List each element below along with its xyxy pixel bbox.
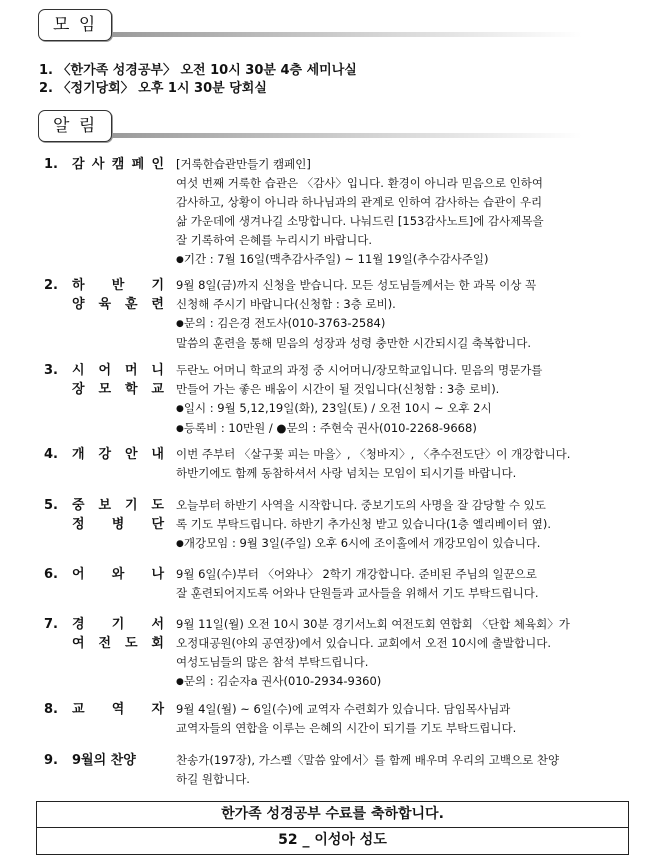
notice-number: 9. (44, 753, 58, 768)
notice-line-text: 잘 훈련되어지도록 어와나 단원들과 교사들을 위해서 기도 부탁드립니다. (176, 586, 539, 600)
notice-number: 6. (44, 567, 58, 582)
notice-line (176, 565, 620, 584)
notice-title-char: 훈 (124, 297, 138, 312)
notice-title (72, 496, 164, 534)
notice-title-char: 기 (124, 498, 138, 513)
notice-title-char: 안 (124, 447, 138, 462)
notice-title (72, 155, 164, 174)
notice-title-char: 어 (98, 363, 112, 378)
notice-line (176, 496, 620, 515)
notice-title-line (72, 515, 164, 534)
notice-title-line (72, 565, 164, 584)
notice-line (176, 334, 620, 353)
notice-title-char: 내 (151, 447, 164, 462)
notice-number: 5. (44, 498, 58, 513)
notice-number: 7. (44, 617, 58, 632)
notice-line-text: 여성도님들의 많은 참석 부탁드립니다. (176, 655, 369, 669)
notice-line (176, 399, 620, 419)
notice-line-text: 일시 : 9월 5,12,19일(화), 23일(토) / 오전 10시 ~ 오후 2시 (183, 401, 492, 415)
notice-title-line (72, 361, 164, 380)
notice-body (176, 155, 620, 270)
congrats-headline: 한가족 성경공부 수료를 축하합니다. (37, 802, 628, 828)
notice-line-text: 신청해 주시기 바랍니다(신청함 : 3층 로비). (176, 297, 396, 311)
notice-line (176, 276, 620, 295)
notice-title-char: 인 (151, 157, 164, 172)
notice-title-char: 캠 (111, 157, 125, 172)
notice-line (176, 419, 620, 439)
congrats-box (36, 801, 629, 855)
notice-title-char: 어 (72, 567, 85, 582)
notice-title-char: 보 (98, 498, 112, 513)
notice-title-char: 여 (72, 636, 85, 651)
notice-line-text: 록 기도 부탁드립니다. 하반기 추가신청 받고 있습니다(1층 엘리베이터 옆). (176, 517, 552, 531)
notice-body (176, 496, 620, 554)
notice-line (176, 231, 620, 250)
notice-title-char: 도 (151, 498, 164, 513)
section-tag-gathering: 모 임 (38, 9, 112, 41)
notice-line-text: [거룩한습관만들기 캠페인] (176, 157, 311, 171)
notice-line (176, 515, 620, 534)
notice-title-char: 하 (72, 278, 85, 293)
notice-title-char: 경 (72, 617, 85, 632)
notice-body (176, 700, 620, 738)
congrats-name: 52 _ 이성아 성도 (278, 832, 387, 848)
notice-title-char: 양 (72, 297, 85, 312)
notice-title-char: 도 (124, 636, 138, 651)
notice-line (176, 700, 620, 719)
notice-body (176, 615, 620, 692)
notice-line-text: 9월 11일(월) 오전 10시 30분 경기서노회 여전도회 연합회 〈단합 체육회〉가 (176, 617, 570, 631)
notice-line-text: 교역자들의 연합을 이루는 은혜의 시간이 되기를 기도 부탁드립니다. (176, 721, 517, 735)
notice-line-text: 문의 : 김은경 전도사(010-3763-2584) (183, 316, 386, 330)
bullet-icon: ● (176, 319, 184, 329)
notice-title-char: 반 (111, 278, 125, 293)
section-bar-notice (112, 133, 582, 138)
notice-line-text: 하길 원합니다. (176, 772, 250, 786)
notice-title (72, 700, 164, 719)
notice-line (176, 719, 620, 738)
notice-body (176, 361, 620, 439)
notice-title-line (72, 380, 164, 399)
notice-title (72, 445, 164, 464)
notice-title-char: 역 (111, 702, 125, 717)
section-tag-notice: 알 림 (38, 110, 112, 142)
notice-line (176, 155, 620, 174)
notice-body (176, 445, 620, 483)
notice-title-char: 육 (98, 297, 112, 312)
notice-title-char: 시 (72, 363, 85, 378)
notice-title-char: 나 (151, 567, 164, 582)
notice-title-char: 강 (98, 447, 112, 462)
notice-title-char: 페 (131, 157, 145, 172)
notice-title-char: 기 (151, 278, 164, 293)
notice-line (176, 295, 620, 314)
notice-title-char: 교 (72, 702, 85, 717)
notice-title-char: 자 (151, 702, 164, 717)
notice-title-char: 학 (124, 382, 138, 397)
notice-line (176, 250, 620, 270)
notice-title-char: 니 (151, 363, 164, 378)
notice-title-char: 정 (72, 517, 85, 532)
notice-line-text: 9월 4일(월) ~ 6일(수)에 교역자 수련회가 있습니다. 담임목사님과 (176, 702, 511, 716)
notice-line (176, 653, 620, 672)
bullet-icon: ● (176, 677, 184, 687)
notice-number: 8. (44, 702, 58, 717)
notice-line (176, 314, 620, 334)
gathering-item-2: 2. 〈정기당회〉 오후 1시 30분 당회실 (39, 81, 267, 96)
notice-title-line (72, 634, 164, 653)
notice-title-char: 병 (111, 517, 125, 532)
notice-line-text: 감사하고, 상황이 아니라 하나님과의 관계로 인하여 감사하는 습관이 우리 (176, 195, 543, 209)
notice-title-char: 와 (111, 567, 125, 582)
notice-title-line (72, 700, 164, 719)
notice-line (176, 672, 620, 692)
notice-line (176, 615, 620, 634)
notice-line (176, 464, 620, 483)
bullet-icon: ● (176, 539, 184, 549)
notice-body (176, 751, 620, 789)
notice-title (72, 361, 164, 399)
notice-title-char: 사 (91, 157, 105, 172)
notice-title-char: 서 (151, 617, 164, 632)
notice-title (72, 276, 164, 314)
notice-line (176, 193, 620, 212)
notice-line-text: 9월 6일(수)부터 〈어와나〉 2학기 개강합니다. 준비된 주님의 일꾼으로 (176, 567, 537, 581)
notice-line-text: 만들어 가는 좋은 배움이 시간이 될 것입니다(신청함 : 3층 로비). (176, 382, 500, 396)
section-bar-gathering (112, 32, 582, 37)
notice-line-text: 두란노 어머니 학교의 과정 중 시어머니/장모학교입니다. 믿음의 명문가를 (176, 363, 543, 377)
notice-line-text: 문의 : 김순자a 권사(010-2934-9360) (183, 674, 382, 688)
notice-line (176, 361, 620, 380)
notice-body (176, 565, 620, 603)
notice-line-text: 오정대공원(야외 공연장)에서 있습니다. 교회에서 오전 10시에 출발합니다. (176, 636, 552, 650)
notice-title-char: 머 (124, 363, 138, 378)
notice-line-text: 등록비 : 10만원 / ●문의 : 주현숙 권사(010-2268-9668) (183, 421, 477, 435)
notice-title-line (72, 496, 164, 515)
notice-title-char: 감 (72, 157, 85, 172)
notice-line (176, 634, 620, 653)
notice-title-char: 중 (72, 498, 85, 513)
notice-line-text: 오늘부터 하반기 사역을 시작합니다. 중보기도의 사명을 잘 감당할 수 있도 (176, 498, 546, 512)
notice-number: 1. (44, 157, 58, 172)
notice-line (176, 445, 620, 464)
notice-line (176, 212, 620, 231)
notice-title-line (72, 276, 164, 295)
notice-number: 2. (44, 278, 58, 293)
notice-title-char: 련 (151, 297, 164, 312)
notice-title-line (72, 155, 164, 174)
notice-line-text: 찬송가(197장), 가스펠〈말씀 앞에서〉를 함께 배우며 우리의 고백으로 찬양 (176, 753, 560, 767)
notice-title-char: 개 (72, 447, 85, 462)
bullet-icon: ● (176, 424, 184, 434)
notice-title-char: 교 (151, 382, 164, 397)
notice-line-text: 9월 8일(금)까지 신청을 받습니다. 모든 성도님들께서는 한 과목 이상 꼭 (176, 278, 537, 292)
notice-line-text: 개강모임 : 9월 3일(주일) 오후 6시에 조이홀에서 개강모임이 있습니다. (183, 536, 541, 550)
notice-title-line (72, 445, 164, 464)
notice-line (176, 380, 620, 399)
notice-line (176, 751, 620, 770)
notice-title-char: 장 (72, 382, 85, 397)
bullet-icon: ● (176, 404, 184, 414)
notice-line (176, 584, 620, 603)
gathering-item-1: 1. 〈한가족 성경공부〉 오전 10시 30분 4층 세미나실 (39, 63, 357, 78)
notice-title-char: 기 (111, 617, 125, 632)
notice-line-text: 잘 기록하여 은혜를 누리시기 바랍니다. (176, 233, 373, 247)
notice-number: 3. (44, 363, 58, 378)
notice-line-text: 기간 : 7월 16일(맥추감사주일) ~ 11월 19일(추수감사주일) (183, 252, 489, 266)
bullet-icon: ● (176, 255, 184, 265)
notice-title-char: 전 (98, 636, 112, 651)
notice-title (72, 615, 164, 653)
notice-title-line (72, 615, 164, 634)
notice-line (176, 770, 620, 789)
notice-title-line (72, 295, 164, 314)
notice-line (176, 174, 620, 193)
notice-line-text: 삶 가운데에 생겨나길 소망합니다. 나눠드린 [153감사노트]에 감사제목을 (176, 214, 544, 228)
notice-title-char: 회 (151, 636, 164, 651)
notice-title-line: 9월의 찬양 (72, 753, 136, 768)
notice-number: 4. (44, 447, 58, 462)
notice-line-text: 하반기에도 함께 동참하셔서 사랑 넘치는 모임이 되시기를 바랍니다. (176, 466, 517, 480)
notice-title (72, 751, 164, 770)
notice-line-text: 말씀의 훈련을 통해 믿음의 성장과 성령 충만한 시간되시길 축복합니다. (176, 336, 532, 350)
notice-body (176, 276, 620, 353)
notice-line (176, 534, 620, 554)
notice-title-char: 단 (151, 517, 164, 532)
notice-title (72, 565, 164, 584)
notice-line-text: 이번 주부터 〈살구꽃 피는 마을〉, 〈청바지〉, 〈추수전도단〉이 개강합니다. (176, 447, 571, 461)
notice-line-text: 여섯 번째 거룩한 습관은 〈감사〉입니다. 환경이 아니라 믿음으로 인하여 (176, 176, 543, 190)
notice-title-char: 모 (98, 382, 112, 397)
